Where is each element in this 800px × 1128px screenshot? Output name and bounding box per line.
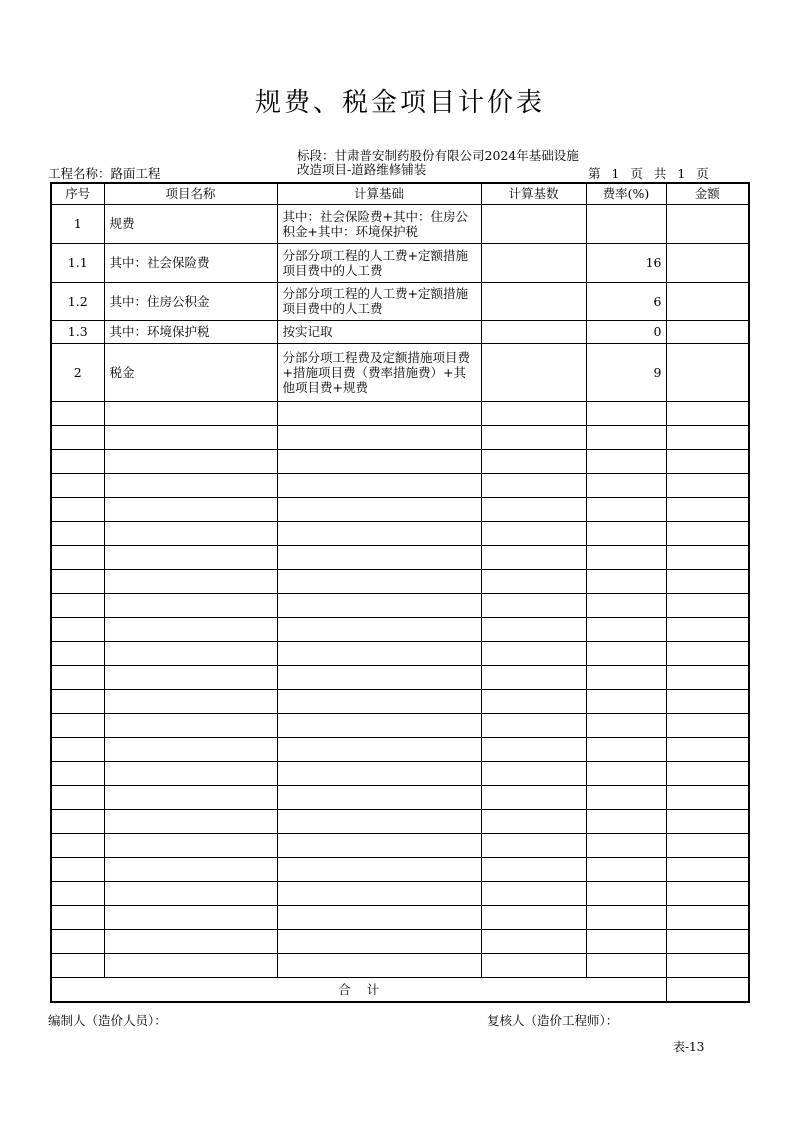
name-cell: 其中：住房公积金: [104, 282, 277, 320]
table-row: [51, 320, 749, 343]
empty-cell: [586, 857, 666, 881]
empty-table-row: [51, 665, 749, 689]
empty-cell: [104, 521, 277, 545]
empty-table-row: [51, 857, 749, 881]
empty-cell: [51, 881, 104, 905]
empty-cell: [481, 737, 586, 761]
empty-cell: [586, 761, 666, 785]
amount-cell: [666, 204, 749, 243]
empty-cell: [481, 521, 586, 545]
empty-cell: [277, 833, 481, 857]
empty-cell: [51, 929, 104, 953]
name-cell: 税金: [104, 343, 277, 401]
empty-cell: [666, 665, 749, 689]
project-name-label: 工程名称：路面工程: [48, 166, 161, 181]
empty-cell: [666, 737, 749, 761]
empty-cell: [51, 809, 104, 833]
empty-cell: [104, 689, 277, 713]
empty-table-row: [51, 737, 749, 761]
base-cell: [481, 343, 586, 401]
base-cell: [481, 320, 586, 343]
empty-cell: [104, 401, 277, 425]
base-cell: [481, 243, 586, 282]
empty-cell: [277, 569, 481, 593]
total-row: [51, 977, 749, 1002]
empty-table-row: [51, 689, 749, 713]
empty-table-row: [51, 713, 749, 737]
empty-cell: [586, 401, 666, 425]
empty-cell: [277, 809, 481, 833]
empty-cell: [666, 593, 749, 617]
empty-cell: [104, 497, 277, 521]
empty-cell: [277, 521, 481, 545]
empty-cell: [481, 569, 586, 593]
empty-cell: [104, 641, 277, 665]
empty-cell: [586, 473, 666, 497]
empty-cell: [104, 785, 277, 809]
empty-cell: [666, 401, 749, 425]
empty-cell: [277, 401, 481, 425]
empty-cell: [481, 617, 586, 641]
empty-cell: [277, 857, 481, 881]
header-base: 计算基数: [481, 183, 586, 204]
empty-cell: [51, 641, 104, 665]
empty-cell: [104, 425, 277, 449]
empty-cell: [666, 833, 749, 857]
empty-cell: [277, 929, 481, 953]
empty-cell: [481, 881, 586, 905]
seq-cell: 1.2: [51, 282, 104, 320]
empty-cell: [51, 713, 104, 737]
empty-cell: [666, 953, 749, 977]
empty-table-row: [51, 761, 749, 785]
empty-table-row: [51, 881, 749, 905]
name-cell: 其中：环境保护税: [104, 320, 277, 343]
empty-cell: [666, 929, 749, 953]
empty-cell: [481, 809, 586, 833]
empty-cell: [586, 929, 666, 953]
empty-cell: [586, 521, 666, 545]
empty-cell: [666, 713, 749, 737]
empty-cell: [666, 473, 749, 497]
empty-cell: [104, 593, 277, 617]
empty-cell: [481, 665, 586, 689]
empty-cell: [277, 641, 481, 665]
empty-cell: [586, 545, 666, 569]
empty-cell: [666, 425, 749, 449]
header-amount: 金额: [666, 183, 749, 204]
empty-table-row: [51, 953, 749, 977]
rate-cell: 9: [586, 343, 666, 401]
empty-cell: [586, 713, 666, 737]
empty-cell: [666, 449, 749, 473]
table-row: [51, 343, 749, 401]
rate-cell: 0: [586, 320, 666, 343]
empty-cell: [104, 881, 277, 905]
basis-cell: 分部分项工程的人工费+定额措施项目费中的人工费: [277, 282, 481, 320]
empty-table-row: [51, 905, 749, 929]
empty-table-row: [51, 569, 749, 593]
table-header-row: [51, 183, 749, 204]
empty-cell: [104, 833, 277, 857]
empty-cell: [277, 761, 481, 785]
empty-table-row: [51, 497, 749, 521]
empty-cell: [666, 785, 749, 809]
empty-cell: [666, 809, 749, 833]
empty-cell: [586, 617, 666, 641]
amount-cell: [666, 282, 749, 320]
empty-cell: [586, 497, 666, 521]
empty-cell: [104, 665, 277, 689]
section-label: [297, 149, 579, 177]
empty-cell: [586, 593, 666, 617]
empty-table-row: [51, 833, 749, 857]
reviewer-label: 复核人（造价工程师）：: [487, 1013, 619, 1028]
empty-cell: [666, 857, 749, 881]
empty-cell: [51, 833, 104, 857]
empty-cell: [104, 473, 277, 497]
empty-cell: [586, 425, 666, 449]
empty-rows: [51, 401, 749, 977]
seq-cell: 2: [51, 343, 104, 401]
empty-cell: [481, 929, 586, 953]
empty-cell: [586, 449, 666, 473]
rate-cell: [586, 204, 666, 243]
empty-cell: [51, 905, 104, 929]
empty-cell: [277, 665, 481, 689]
empty-cell: [277, 689, 481, 713]
empty-cell: [481, 857, 586, 881]
empty-cell: [481, 785, 586, 809]
empty-cell: [104, 545, 277, 569]
empty-table-row: [51, 449, 749, 473]
seq-cell: 1.1: [51, 243, 104, 282]
empty-cell: [481, 833, 586, 857]
empty-cell: [277, 545, 481, 569]
empty-table-row: [51, 641, 749, 665]
empty-cell: [104, 857, 277, 881]
empty-cell: [104, 713, 277, 737]
empty-cell: [586, 737, 666, 761]
header-name: 项目名称: [104, 183, 277, 204]
empty-cell: [481, 953, 586, 977]
empty-cell: [586, 905, 666, 929]
empty-cell: [51, 449, 104, 473]
empty-cell: [51, 473, 104, 497]
empty-cell: [586, 809, 666, 833]
table-row: [51, 243, 749, 282]
empty-cell: [586, 833, 666, 857]
empty-cell: [277, 737, 481, 761]
empty-table-row: [51, 785, 749, 809]
basis-cell: 分部分项工程的人工费+定额措施项目费中的人工费: [277, 243, 481, 282]
fee-tax-table: [50, 182, 750, 1003]
empty-cell: [51, 857, 104, 881]
header-seq: 序号: [51, 183, 104, 204]
empty-table-row: [51, 545, 749, 569]
empty-table-row: [51, 473, 749, 497]
base-cell: [481, 282, 586, 320]
empty-cell: [104, 737, 277, 761]
empty-cell: [481, 425, 586, 449]
empty-cell: [104, 617, 277, 641]
empty-table-row: [51, 593, 749, 617]
empty-cell: [277, 497, 481, 521]
empty-cell: [586, 785, 666, 809]
empty-cell: [104, 569, 277, 593]
preparer-label: 编制人（造价人员）：: [48, 1013, 167, 1028]
header-rate: 费率(%): [586, 183, 666, 204]
data-rows: [51, 204, 749, 401]
basis-cell: 其中：社会保险费+其中：住房公积金+其中：环境保护税: [277, 204, 481, 243]
empty-cell: [481, 641, 586, 665]
base-cell: [481, 204, 586, 243]
empty-cell: [104, 929, 277, 953]
empty-cell: [277, 593, 481, 617]
empty-cell: [51, 497, 104, 521]
header-basis: 计算基础: [277, 183, 481, 204]
empty-cell: [277, 473, 481, 497]
rate-cell: 16: [586, 243, 666, 282]
total-label-cell: 合 计: [51, 977, 666, 1002]
table-row: [51, 204, 749, 243]
empty-cell: [666, 881, 749, 905]
section-line-2: 改造项目-道路维修铺装: [297, 162, 427, 177]
name-cell: 其中：社会保险费: [104, 243, 277, 282]
empty-cell: [51, 665, 104, 689]
empty-cell: [481, 593, 586, 617]
empty-cell: [104, 953, 277, 977]
empty-cell: [666, 545, 749, 569]
empty-cell: [51, 737, 104, 761]
empty-table-row: [51, 617, 749, 641]
total-amount-cell: [666, 977, 749, 1002]
empty-cell: [666, 761, 749, 785]
empty-cell: [586, 665, 666, 689]
seq-cell: 1.3: [51, 320, 104, 343]
empty-cell: [666, 497, 749, 521]
empty-cell: [277, 425, 481, 449]
empty-cell: [481, 473, 586, 497]
empty-cell: [277, 905, 481, 929]
section-line-1: 标段：甘肃普安制药股份有限公司2024年基础设施: [297, 148, 579, 163]
empty-cell: [481, 401, 586, 425]
empty-cell: [481, 497, 586, 521]
empty-cell: [277, 449, 481, 473]
empty-cell: [51, 545, 104, 569]
empty-cell: [277, 953, 481, 977]
empty-cell: [51, 569, 104, 593]
empty-cell: [666, 689, 749, 713]
empty-cell: [481, 905, 586, 929]
empty-cell: [666, 641, 749, 665]
empty-cell: [51, 425, 104, 449]
empty-cell: [586, 641, 666, 665]
empty-cell: [481, 761, 586, 785]
empty-cell: [51, 593, 104, 617]
empty-cell: [104, 905, 277, 929]
empty-table-row: [51, 929, 749, 953]
total-section: [51, 977, 749, 1002]
empty-cell: [277, 785, 481, 809]
empty-cell: [586, 689, 666, 713]
empty-cell: [277, 881, 481, 905]
empty-cell: [586, 953, 666, 977]
page-title: 规费、税金项目计价表: [254, 88, 545, 118]
empty-cell: [51, 689, 104, 713]
empty-cell: [586, 881, 666, 905]
amount-cell: [666, 243, 749, 282]
table-row: [51, 282, 749, 320]
empty-cell: [586, 569, 666, 593]
empty-cell: [277, 713, 481, 737]
basis-cell: 分部分项工程费及定额措施项目费+措施项目费（费率措施费）+其他项目费+规费: [277, 343, 481, 401]
empty-table-row: [51, 401, 749, 425]
empty-cell: [51, 617, 104, 641]
empty-cell: [277, 617, 481, 641]
empty-cell: [51, 761, 104, 785]
empty-cell: [666, 569, 749, 593]
empty-cell: [481, 689, 586, 713]
basis-cell: 按实记取: [277, 320, 481, 343]
empty-cell: [104, 449, 277, 473]
empty-cell: [666, 617, 749, 641]
empty-table-row: [51, 521, 749, 545]
empty-cell: [51, 401, 104, 425]
empty-cell: [104, 809, 277, 833]
empty-cell: [666, 905, 749, 929]
name-cell: 规费: [104, 204, 277, 243]
form-code: 表-13: [673, 1040, 705, 1054]
amount-cell: [666, 343, 749, 401]
empty-cell: [481, 713, 586, 737]
empty-table-row: [51, 425, 749, 449]
empty-cell: [481, 449, 586, 473]
amount-cell: [666, 320, 749, 343]
empty-cell: [104, 761, 277, 785]
empty-cell: [666, 521, 749, 545]
empty-table-row: [51, 809, 749, 833]
seq-cell: 1: [51, 204, 104, 243]
empty-cell: [51, 521, 104, 545]
rate-cell: 6: [586, 282, 666, 320]
empty-cell: [51, 953, 104, 977]
empty-cell: [51, 785, 104, 809]
empty-cell: [481, 545, 586, 569]
page-number-info: 第 1 页 共 1 页: [588, 166, 709, 181]
